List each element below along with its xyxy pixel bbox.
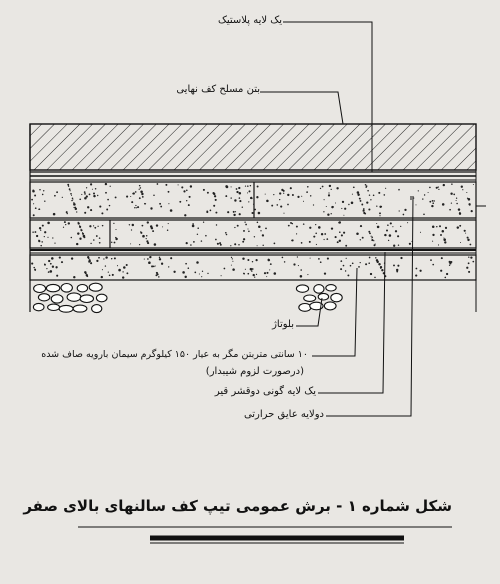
leader-bitumen — [318, 252, 385, 393]
stone-blocking-right — [296, 285, 342, 312]
leader-lean-concrete — [312, 268, 357, 356]
figure-caption: شکل شماره ۱ - برش عمومی تیپ کف سالنهای بالای صفر — [23, 497, 452, 515]
label-plastic-layer: یک لایه پلاستیک — [217, 15, 282, 26]
leader-reinforced-concrete — [260, 92, 343, 124]
label-insulation-layer: دولایه عایق حرارتی — [243, 409, 324, 420]
lean-concrete-layer — [30, 255, 476, 280]
label-lean-concrete-2: (درصورت لزوم شیبدار) — [205, 366, 304, 377]
finished-concrete-slab — [30, 124, 476, 170]
label-blocking: بلوتاژ — [272, 319, 294, 330]
leader-insulation — [326, 196, 413, 416]
stone-blocking-left — [33, 283, 107, 312]
label-bitumen-layer: یک لایه گونی دوقشر قیر — [214, 386, 316, 397]
concrete-stipple — [31, 183, 474, 279]
label-lean-concrete-1: ۱۰ سانتی متربتن مگر به عیار ۱۵۰ کیلوگرم سیمان بارویه صاف شده — [41, 349, 308, 360]
label-reinforced-concrete: بتن مسلح کف نهایی — [176, 84, 260, 95]
